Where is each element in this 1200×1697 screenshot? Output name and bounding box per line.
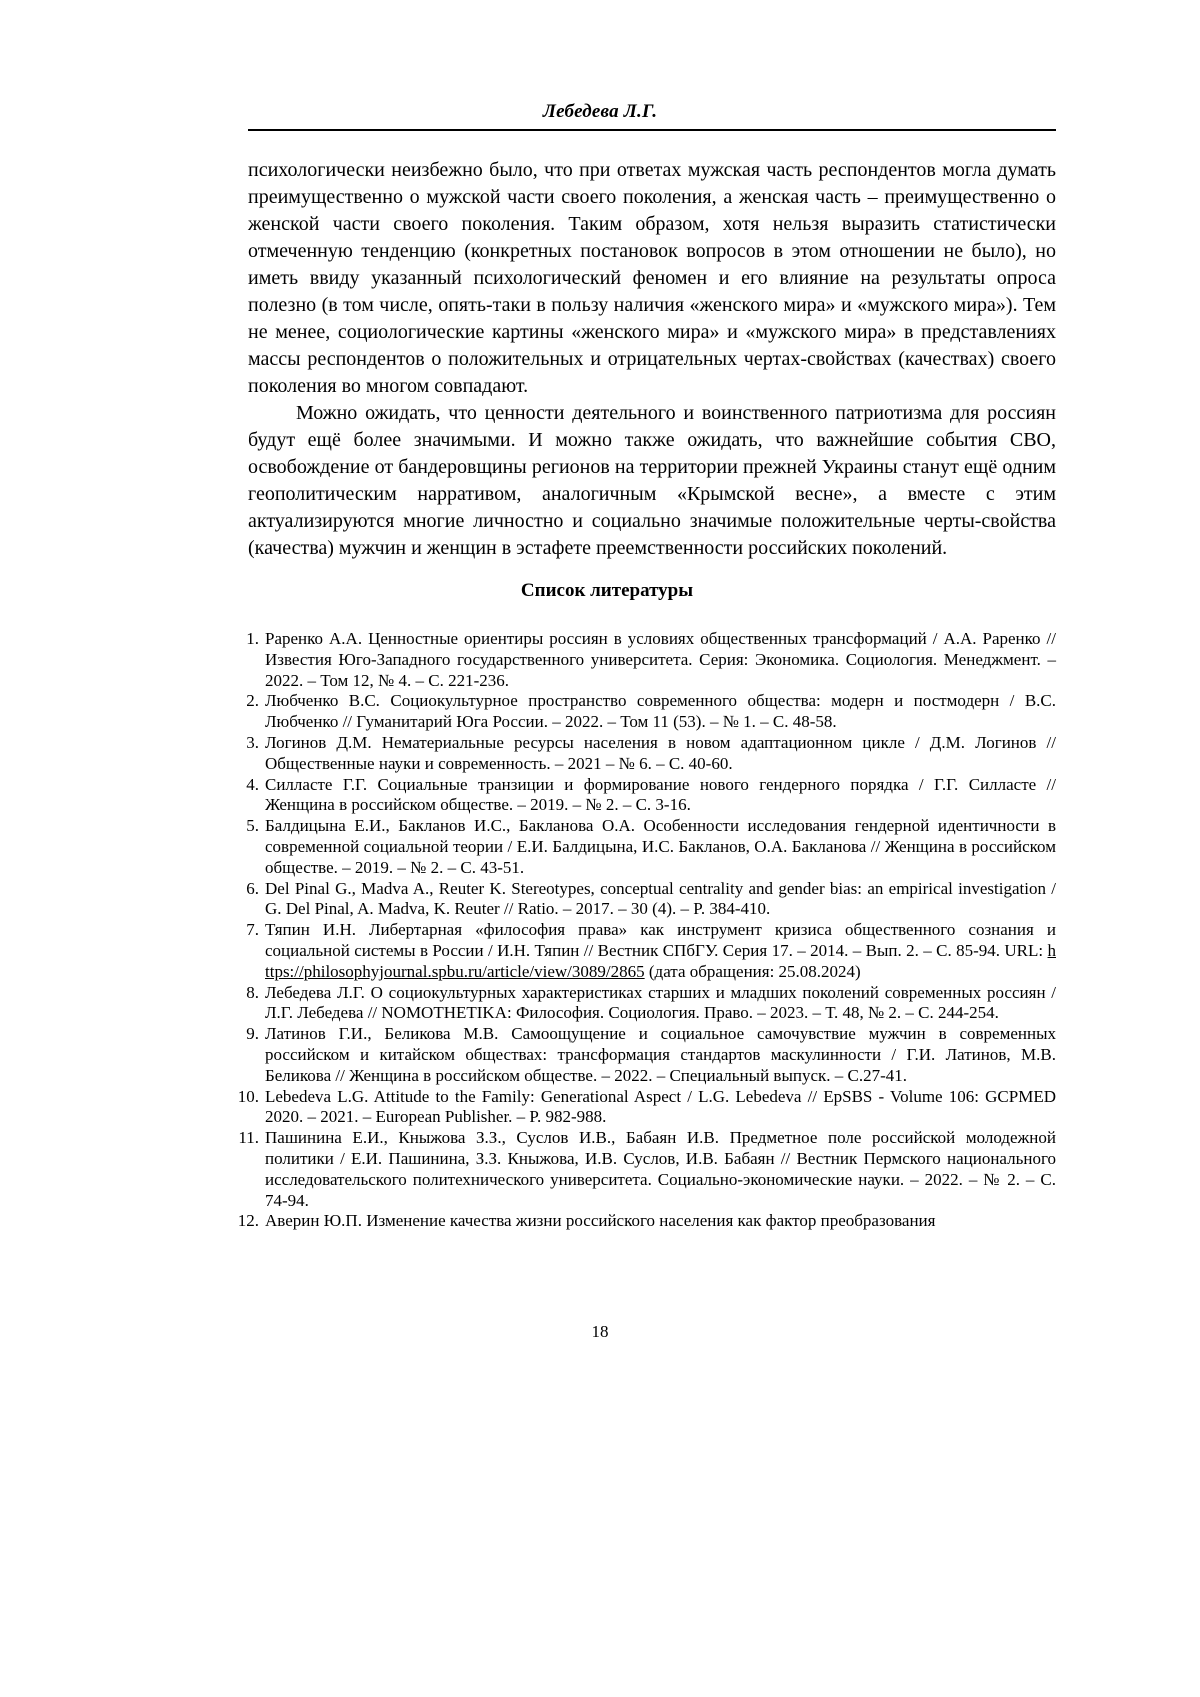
reference-text-before-url: Тяпин И.Н. Либертарная «философия права» как инструмент кризиса общественного сознания и социальной системы в России / И.Н. Тяпин // Вестник СПбГУ. Серия 17. – 2014. – Вып. 2. – С. 85-94. URL: <box>265 920 1056 960</box>
reference-number: 10. <box>237 1086 259 1106</box>
reference-item <box>237 983 1056 1025</box>
body-paragraph: Можно ожидать, что ценности деятельного и воинственного патриотизма для россиян будут ещё более значимыми. И можно также ожидать, что важнейшие события СВО, освобождение от бандеровщины регионов на территории прежней Украины станут ещё одним геополитическим нарративом, аналогичным «Крымской весне», а вместе с этим актуализируются многие личностно и социально значимые положительные черты-свойства (качества) мужчин и женщин в эстафете преемственности российских поколений. <box>248 402 1056 559</box>
page-body <box>237 157 1056 1232</box>
reference-number: 1. <box>246 629 259 648</box>
reference-number: 4. <box>246 774 259 794</box>
reference-text: Раренко А.А. Ценностные ориентиры россиян в условиях общественных трансформаций / А.А. Раренко // Известия Юго-Западного государственного университета. Серия: Экономика. Социология. Менеджмент. – 2022. – Том 12, № 4. – С. 221-236. <box>265 629 1056 690</box>
page-number: 18 <box>591 1322 609 1341</box>
reference-item <box>237 920 1056 982</box>
reference-number: 5. <box>246 816 259 836</box>
reference-item <box>237 879 1056 921</box>
reference-number: 2. <box>246 691 259 711</box>
references-heading: Список литературы <box>520 580 694 601</box>
reference-number: 11. <box>238 1128 259 1148</box>
body-paragraph: психологически неизбежно было, что при ответах мужская часть респондентов могла думать преимущественно о мужской части своего поколения, а женская часть – преимущественно о женской части своего поколения. Таким образом, хотя нельзя выразить статистически отмеченную тенденцию (конкретных постановок вопросов в этом отношении не было), но иметь ввиду указанный психологический феномен и его влияние на результаты опроса полезно (в том числе, опять-таки в пользу наличия «женского мира» и «мужского мира»). Тем не менее, социологические картины «женского мира» и «мужского мира» в представлениях массы респондентов о положительных и отрицательных чертах-свойствах (качествах) своего поколения во многом совпадают. <box>248 159 1056 397</box>
references-list <box>237 629 1056 1232</box>
reference-text: Del Pinal G., Madva A., Reuter K. Stereotypes, conceptual centrality and gender bias: an empirical investigation / G. Del Pinal, A. Madva, K. Reuter // Ratio. – 2017. – 30 (4). – P. 384-410. <box>265 878 1056 919</box>
reference-item <box>237 775 1056 817</box>
running-head-author: Лебедева Л.Г. <box>542 101 658 122</box>
reference-item <box>237 816 1056 878</box>
reference-text <box>265 920 1056 981</box>
reference-item <box>237 1024 1056 1086</box>
reference-item <box>237 691 1056 733</box>
reference-text: Латинов Г.И., Беликова М.В. Самоощущение и социальное самочувствие мужчин в современных российском и китайском обществах: трансформация стандартов маскулинности / Г.И. Латинов, М.В. Беликова // Женщина в российском обществе. – 2022. – Специальный выпуск. – С.27-41. <box>265 1024 1056 1085</box>
reference-number: 3. <box>246 732 259 752</box>
reference-text: Аверин Ю.П. Изменение качества жизни российского населения как фактор преобразования <box>265 1211 936 1231</box>
reference-text: Любченко В.С. Социокультурное пространство современного общества: модерн и постмодерн / В.С. Любченко // Гуманитарий Юга России. – 2022. – Том 11 (53). – № 1. – С. 48-58. <box>265 691 1056 732</box>
reference-text: Логинов Д.М. Нематериальные ресурсы населения в новом адаптационном цикле / Д.М. Логинов // Общественные науки и современность. – 2021 – № 6. – С. 40-60. <box>265 732 1056 773</box>
reference-number: 6. <box>246 878 259 898</box>
header-rule <box>248 129 1056 131</box>
reference-number: 7. <box>246 920 259 940</box>
reference-item <box>237 629 1056 691</box>
reference-text: Балдицына Е.И., Бакланов И.С., Бакланова О.А. Особенности исследования гендерной идентичности в современной социальной теории / Е.И. Балдицына, И.С. Бакланов, О.А. Бакланова // Женщина в российском обществе. – 2019. – № 2. – С. 43-51. <box>265 816 1056 877</box>
reference-url-link[interactable]: https://philosophyjournal.spbu.ru/article/view/3089/2865 <box>265 940 1056 981</box>
reference-number: 12. <box>237 1211 259 1231</box>
reference-item <box>237 1211 1056 1232</box>
reference-item <box>237 1087 1056 1129</box>
reference-item <box>237 733 1056 775</box>
reference-text: Lebedeva L.G. Attitude to the Family: Generational Aspect / L.G. Lebedeva // EpSBS - Volume 106: GCPMED 2020. – 2021. – European Publisher. – P. 982-988. <box>265 1086 1056 1127</box>
reference-number: 9. <box>246 1024 259 1044</box>
reference-text: Лебедева Л.Г. О социокультурных характеристиках старших и младших поколений современных россиян / Л.Г. Лебедева // NOMOTHETIKA: Философия. Социология. Право. – 2023. – Т. 48, № 2. – С. 244-254. <box>265 982 1056 1023</box>
reference-text: Силласте Г.Г. Социальные транзиции и формирование нового гендерного порядка / Г.Г. Силласте // Женщина в российском обществе. – 2019. – № 2. – С. 3-16. <box>265 774 1056 815</box>
reference-text-after-url: (дата обращения: 25.08.2024) <box>644 961 861 981</box>
reference-text: Пашинина Е.И., Кныжова З.З., Суслов И.В., Бабаян И.В. Предметное поле российской молодежной политики / Е.И. Пашинина, З.З. Кныжова, И.В. Суслов, И.В. Бабаян // Вестник Пермского национального исследовательского политехнического университета. Социально-экономические науки. – 2022. – № 2. – С. 74-94. <box>265 1128 1056 1210</box>
reference-number: 8. <box>246 982 259 1002</box>
reference-item <box>237 1128 1056 1211</box>
